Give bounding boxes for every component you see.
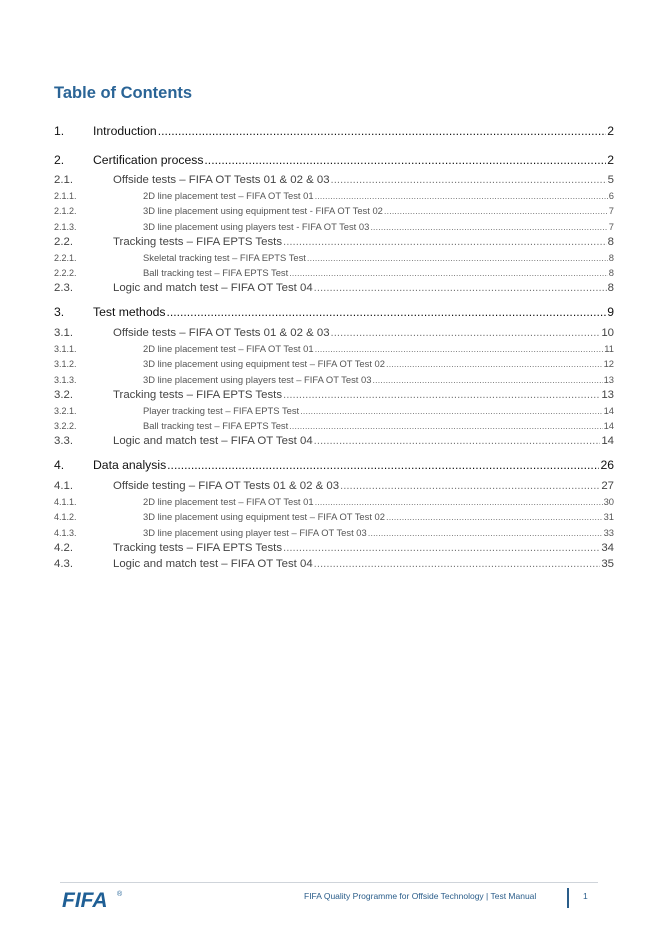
toc-leader-dots	[314, 435, 601, 447]
toc-leader-dots	[386, 358, 603, 369]
toc-entry[interactable]	[54, 221, 614, 236]
toc-leader-dots	[314, 558, 601, 570]
toc-entry-label[interactable]: Offside testing – FIFA OT Tests 01 & 02 & 03	[113, 479, 340, 492]
toc-entry-page[interactable]: 10	[601, 326, 614, 339]
toc-entry-number: 2.1.	[54, 174, 73, 186]
toc-entry[interactable]	[54, 190, 614, 205]
toc-entry-number: 4.1.1.	[54, 496, 77, 507]
toc-leader-dots	[283, 236, 607, 248]
toc-entry-number: 4.2.	[54, 541, 73, 554]
toc-entry-page[interactable]: 27	[601, 479, 614, 492]
toc-entry-page[interactable]: 9	[607, 305, 614, 320]
toc-entry-number: 3.	[54, 305, 65, 320]
toc-entry-label[interactable]: 3D line placement using player test – FIFA OT Test 03	[143, 526, 367, 538]
toc-entry-page[interactable]: 26	[600, 458, 614, 473]
toc-entry[interactable]	[54, 558, 614, 574]
toc-entry[interactable]	[54, 343, 614, 358]
toc-entry-page[interactable]: 31	[603, 511, 614, 523]
toc-entry-label[interactable]: Certification process	[93, 152, 204, 167]
toc-entry-label[interactable]: Tracking tests – FIFA EPTS Tests	[113, 235, 283, 248]
toc-entry-label[interactable]: Test methods	[93, 305, 166, 320]
toc-entry[interactable]	[54, 174, 614, 190]
toc-entry-page[interactable]: 14	[603, 420, 614, 432]
footer-divider	[60, 882, 598, 883]
toc-entry-page[interactable]: 8	[607, 282, 614, 295]
toc-leader-dots	[283, 389, 600, 401]
toc-entry-label[interactable]: 2D line placement test – FIFA OT Test 01	[143, 495, 314, 507]
toc-leader-dots	[372, 374, 602, 385]
toc-entry-number: 4.3.	[54, 557, 73, 570]
toc-entry[interactable]	[54, 153, 614, 175]
toc-entry-label[interactable]: Introduction	[93, 124, 157, 138]
toc-entry-number: 2.1.1.	[54, 191, 77, 201]
toc-entry-page[interactable]: 11	[604, 342, 614, 354]
toc-entry[interactable]	[54, 527, 614, 542]
toc-entry-page[interactable]: 14	[601, 435, 614, 448]
toc-entry-number: 1.	[54, 124, 65, 138]
toc-entry[interactable]	[54, 420, 614, 435]
footer-document-title: FIFA Quality Programme for Offside Technology | Test Manual	[304, 891, 537, 901]
toc-entry[interactable]	[54, 389, 614, 405]
toc-entry-number: 2.2.1.	[54, 252, 77, 263]
toc-entry[interactable]	[54, 496, 614, 511]
toc-entry-label[interactable]: 2D line placement test – FIFA OT Test 01	[143, 342, 314, 354]
toc-entry-page[interactable]: 2	[607, 124, 614, 138]
toc-leader-dots	[300, 405, 602, 416]
toc-entry-label[interactable]: Ball tracking test – FIFA EPTS Test	[143, 267, 289, 279]
toc-entry-number: 3.1.1.	[54, 343, 77, 354]
toc-entry[interactable]	[54, 205, 614, 220]
toc-leader-dots	[167, 458, 599, 472]
toc-entry-number: 3.2.	[54, 388, 73, 401]
toc-entry-label[interactable]: 3D line placement using players test - FIFA OT Test 03	[143, 220, 370, 232]
toc-entry-page[interactable]: 13	[603, 373, 614, 385]
toc-entry-page[interactable]: 8	[607, 235, 614, 248]
toc-leader-dots	[331, 327, 601, 339]
toc-entry-page[interactable]: 13	[601, 388, 614, 401]
toc-entry[interactable]	[54, 374, 614, 389]
toc-leader-dots	[386, 511, 603, 522]
toc-entry-label[interactable]: Offside tests – FIFA OT Tests 01 & 02 & 03	[113, 174, 330, 186]
toc-entry-page[interactable]: 2	[607, 152, 614, 167]
toc-entry-page[interactable]: 30	[603, 495, 614, 507]
toc-entry-number: 3.2.2.	[54, 421, 77, 432]
toc-leader-dots	[368, 527, 603, 538]
toc-leader-dots	[204, 153, 606, 167]
toc-entry-number: 2.1.3.	[54, 221, 77, 232]
table-of-contents	[54, 124, 614, 574]
toc-entry[interactable]	[54, 405, 614, 420]
toc-entry[interactable]	[54, 480, 614, 496]
toc-entry-page[interactable]: 35	[601, 557, 614, 570]
toc-entry[interactable]	[54, 252, 614, 267]
toc-entry-page[interactable]: 7	[608, 205, 614, 217]
toc-entry-page[interactable]: 8	[608, 267, 614, 279]
toc-leader-dots	[289, 420, 602, 431]
toc-entry[interactable]	[54, 511, 614, 526]
toc-entry-number: 4.1.3.	[54, 527, 77, 538]
toc-entry-label[interactable]: Logic and match test – FIFA OT Test 04	[113, 435, 313, 448]
toc-entry-number: 3.1.3.	[54, 374, 77, 385]
toc-entry-page[interactable]: 5	[607, 174, 614, 186]
toc-leader-dots	[370, 221, 607, 232]
toc-entry-label[interactable]: Player tracking test – FIFA EPTS Test	[143, 404, 300, 416]
toc-entry-label[interactable]: 3D line placement using equipment test - FIFA OT Test 02	[143, 205, 383, 217]
toc-entry-page[interactable]: 7	[608, 220, 614, 232]
toc-entry-label[interactable]: Tracking tests – FIFA EPTS Tests	[113, 541, 283, 554]
toc-entry-label[interactable]: Offside tests – FIFA OT Tests 01 & 02 & 03	[113, 326, 330, 339]
toc-entry[interactable]	[54, 542, 614, 558]
toc-entry-number: 2.3.	[54, 282, 73, 295]
toc-leader-dots	[384, 205, 608, 216]
toc-entry-number: 3.1.	[54, 326, 73, 339]
toc-entry-number: 2.2.2.	[54, 268, 77, 279]
fifa-logo	[62, 884, 124, 912]
toc-entry-label[interactable]: Data analysis	[93, 458, 167, 473]
toc-entry-number: 2.2.	[54, 235, 73, 248]
fifa-logo-mark: ®	[117, 891, 123, 898]
toc-entry-label[interactable]: Tracking tests – FIFA EPTS Tests	[113, 388, 283, 401]
toc-entry-label[interactable]: Logic and match test – FIFA OT Test 04	[113, 282, 313, 295]
toc-leader-dots	[307, 252, 608, 263]
toc-entry-number: 4.1.	[54, 479, 73, 492]
toc-title: Table of Contents	[54, 84, 193, 102]
toc-entry-number: 4.	[54, 458, 65, 473]
toc-entry-page[interactable]: 6	[608, 190, 614, 201]
toc-entry-label[interactable]: 3D line placement using equipment test – FIFA OT Test 02	[143, 511, 385, 523]
toc-entry[interactable]	[54, 282, 614, 298]
toc-leader-dots	[315, 496, 603, 507]
toc-entry-number: 3.2.1.	[54, 405, 77, 416]
toc-entry[interactable]	[54, 124, 614, 146]
toc-leader-dots	[289, 267, 608, 278]
toc-leader-dots	[283, 542, 600, 554]
toc-entry-number: 3.1.2.	[54, 359, 77, 370]
toc-entry[interactable]	[54, 327, 614, 343]
toc-entry-label[interactable]: 3D line placement using equipment test – FIFA OT Test 02	[143, 358, 385, 370]
toc-leader-dots	[315, 190, 608, 201]
toc-leader-dots	[158, 124, 607, 138]
toc-entry-label[interactable]: Logic and match test – FIFA OT Test 04	[113, 557, 313, 570]
toc-entry-number: 3.3.	[54, 435, 73, 448]
toc-entry[interactable]	[54, 236, 614, 252]
toc-entry-label[interactable]: Skeletal tracking test – FIFA EPTS Test	[143, 251, 306, 263]
toc-entry-label[interactable]: 2D line placement test – FIFA OT Test 01	[143, 190, 314, 201]
toc-entry-page[interactable]: 12	[603, 358, 614, 370]
toc-leader-dots	[340, 480, 600, 492]
footer-page-number: 1	[583, 891, 588, 901]
toc-leader-dots	[314, 282, 607, 294]
fifa-logo-text: FIFA	[62, 889, 108, 912]
toc-entry-page[interactable]: 8	[608, 251, 614, 263]
toc-entry-label[interactable]: 3D line placement using players test – FIFA OT Test 03	[143, 373, 372, 385]
toc-entry-label[interactable]: Ball tracking test – FIFA EPTS Test	[143, 420, 289, 432]
toc-entry[interactable]	[54, 435, 614, 451]
toc-leader-dots	[166, 305, 606, 319]
toc-leader-dots	[331, 174, 607, 186]
toc-entry[interactable]	[54, 358, 614, 373]
toc-entry-page[interactable]: 14	[603, 404, 614, 416]
footer-separator	[567, 888, 569, 908]
toc-entry-number: 4.1.2.	[54, 512, 77, 523]
toc-entry-page[interactable]: 33	[603, 526, 614, 538]
toc-leader-dots	[315, 343, 604, 354]
toc-entry-page[interactable]: 34	[601, 541, 614, 554]
toc-entry[interactable]	[54, 305, 614, 327]
toc-entry-number: 2.1.2.	[54, 206, 77, 217]
toc-entry[interactable]	[54, 458, 614, 480]
toc-entry-number: 2.	[54, 152, 65, 167]
toc-entry[interactable]	[54, 267, 614, 282]
